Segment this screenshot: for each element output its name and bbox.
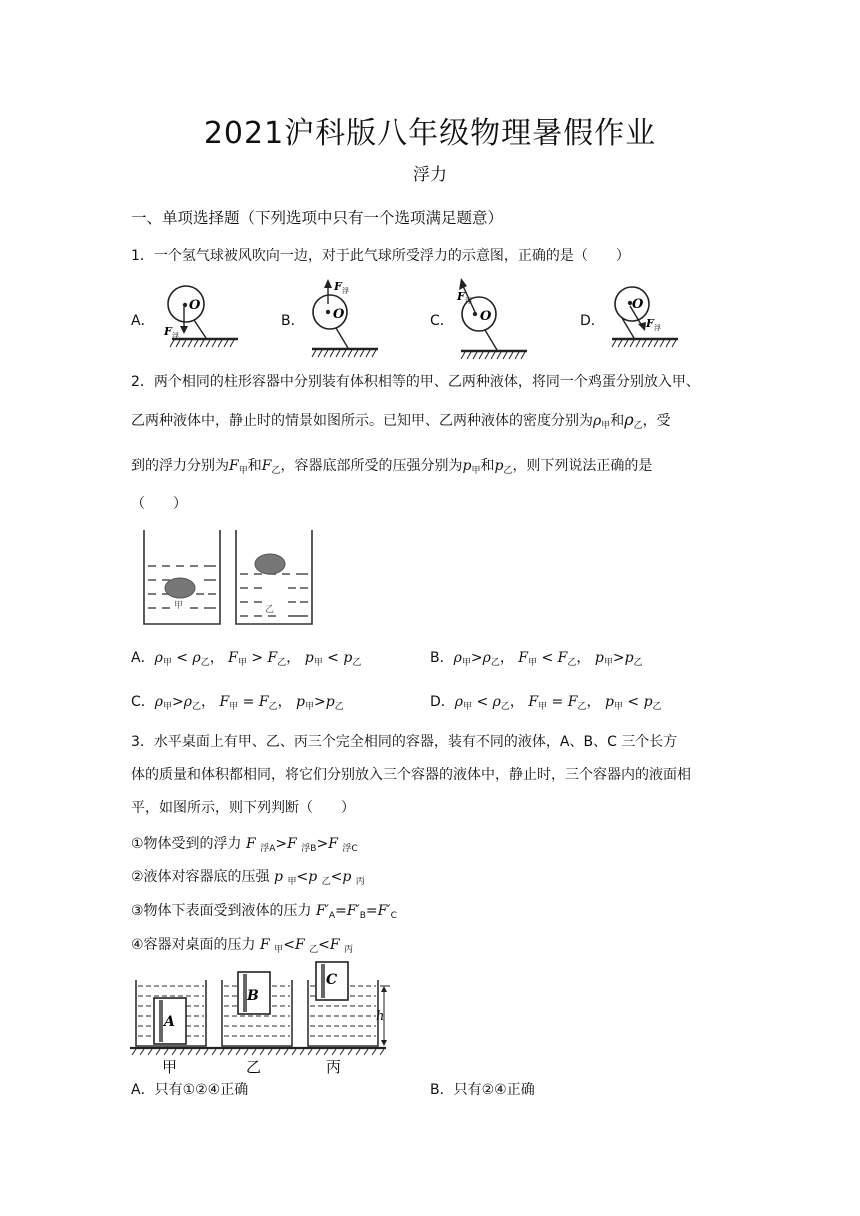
q1-figure-a [158,282,240,354]
svg-text:F: F [164,325,172,338]
svg-text:甲: 甲 [162,1058,178,1076]
q2-containers-figure [138,528,334,630]
q1-figure-c [455,274,537,364]
q2-option-d: D．$\rho_甲 < \rho_乙$， $F_甲 = F_乙$， $p_甲 < p_乙$ [430,694,662,712]
svg-text:浮: 浮 [172,332,179,340]
svg-text:F: F [457,290,465,303]
q1-figure-d [608,282,690,354]
svg-text:乙: 乙 [246,1058,262,1076]
svg-text:乙: 乙 [265,605,275,615]
q1-figure-b [308,276,390,364]
q3-statement-2: ②液体对容器底的压强 p $_甲$<p $_乙$<p $_丙$ [131,869,365,887]
document-title: 2021沪科版八年级物理暑假作业 [203,116,657,151]
question-2-line-2: 乙两种液体中，静止时的情景如图所示。已知甲、乙两种液体的密度分别为$\rho_甲$和$\rho_乙$，受 [131,410,671,431]
q3-statement-1: ①物体受到的浮力 F $_{浮A}$>F $_{浮B}$>F $_{浮C}$ [131,836,358,854]
q2-option-c: C．$\rho_甲>\rho_乙$， $F_甲 = F_乙$， $p_甲>p_乙$ [131,694,344,712]
q1-option-d-label: D． [580,313,605,329]
q3-containers-figure [128,960,392,1078]
q1-option-c-label: C． [430,313,454,329]
question-2-line-1: 2．两个相同的柱形容器中分别装有体积相等的甲、乙两种液体，将同一个鸡蛋分别放入甲、 [131,374,700,390]
question-1-stem: 1．一个氢气球被风吹向一边，对于此气球所受浮力的示意图，正确的是（ ） [131,248,630,264]
q2-option-b: B．$\rho_甲>\rho_乙$， $F_甲 < F_乙$， $p_甲>p_乙$ [430,650,643,668]
svg-text:浮: 浮 [465,297,472,305]
svg-text:F: F [334,280,342,293]
point-o-label: O [189,298,201,313]
q3-statement-3: ③物体下表面受到液体的压力 $F'_A=F'_B=F'_C$ [131,903,397,921]
svg-text:丙: 丙 [326,1058,342,1076]
question-3-line-2: 体的质量和体积都相同，将它们分别放入三个容器的液体中，静止时，三个容器内的液面相 [131,767,691,783]
question-3-line-1: 3．水平桌面上有甲、乙、丙三个完全相同的容器，装有不同的液体，A、B、C 三个长方 [131,734,678,750]
q1-option-b-label: B． [281,313,305,329]
svg-text:O: O [333,307,345,322]
svg-text:A: A [164,1014,175,1030]
q2-option-a: A．$\rho_甲 < \rho_乙$， $F_甲 > F_乙$， $p_甲 < p_乙$ [131,650,362,668]
svg-text:甲: 甲 [174,601,184,611]
q3-option-a: A．只有①②④正确 [131,1082,249,1098]
question-2-line-3: 到的浮力分别为$F_甲$和$F_乙$，容器底部所受的压强分别为$p_甲$和$p_乙$，则下列说法正确的是 [131,458,653,476]
svg-text:O: O [480,309,492,324]
q1-option-a-label: A． [131,313,155,329]
q3-option-b: B．只有②④正确 [430,1082,535,1098]
svg-text:B: B [247,988,259,1004]
question-3-line-3: 平，如图所示，则下列判断（ ） [131,800,355,816]
svg-text:C: C [326,972,338,988]
svg-text:F: F [646,317,654,330]
section-heading: 一、单项选择题（下列选项中只有一个选项满足题意） [131,209,504,227]
document-subtitle: 浮力 [413,165,447,185]
svg-text:h: h [376,1009,385,1024]
svg-text:浮: 浮 [654,324,661,332]
question-2-line-4: （ ） [131,496,187,512]
svg-text:浮: 浮 [342,287,349,295]
q3-statement-4: ④容器对桌面的压力 F $_甲$<F $_乙$<F $_丙$ [131,937,354,955]
svg-text:O: O [632,297,644,312]
